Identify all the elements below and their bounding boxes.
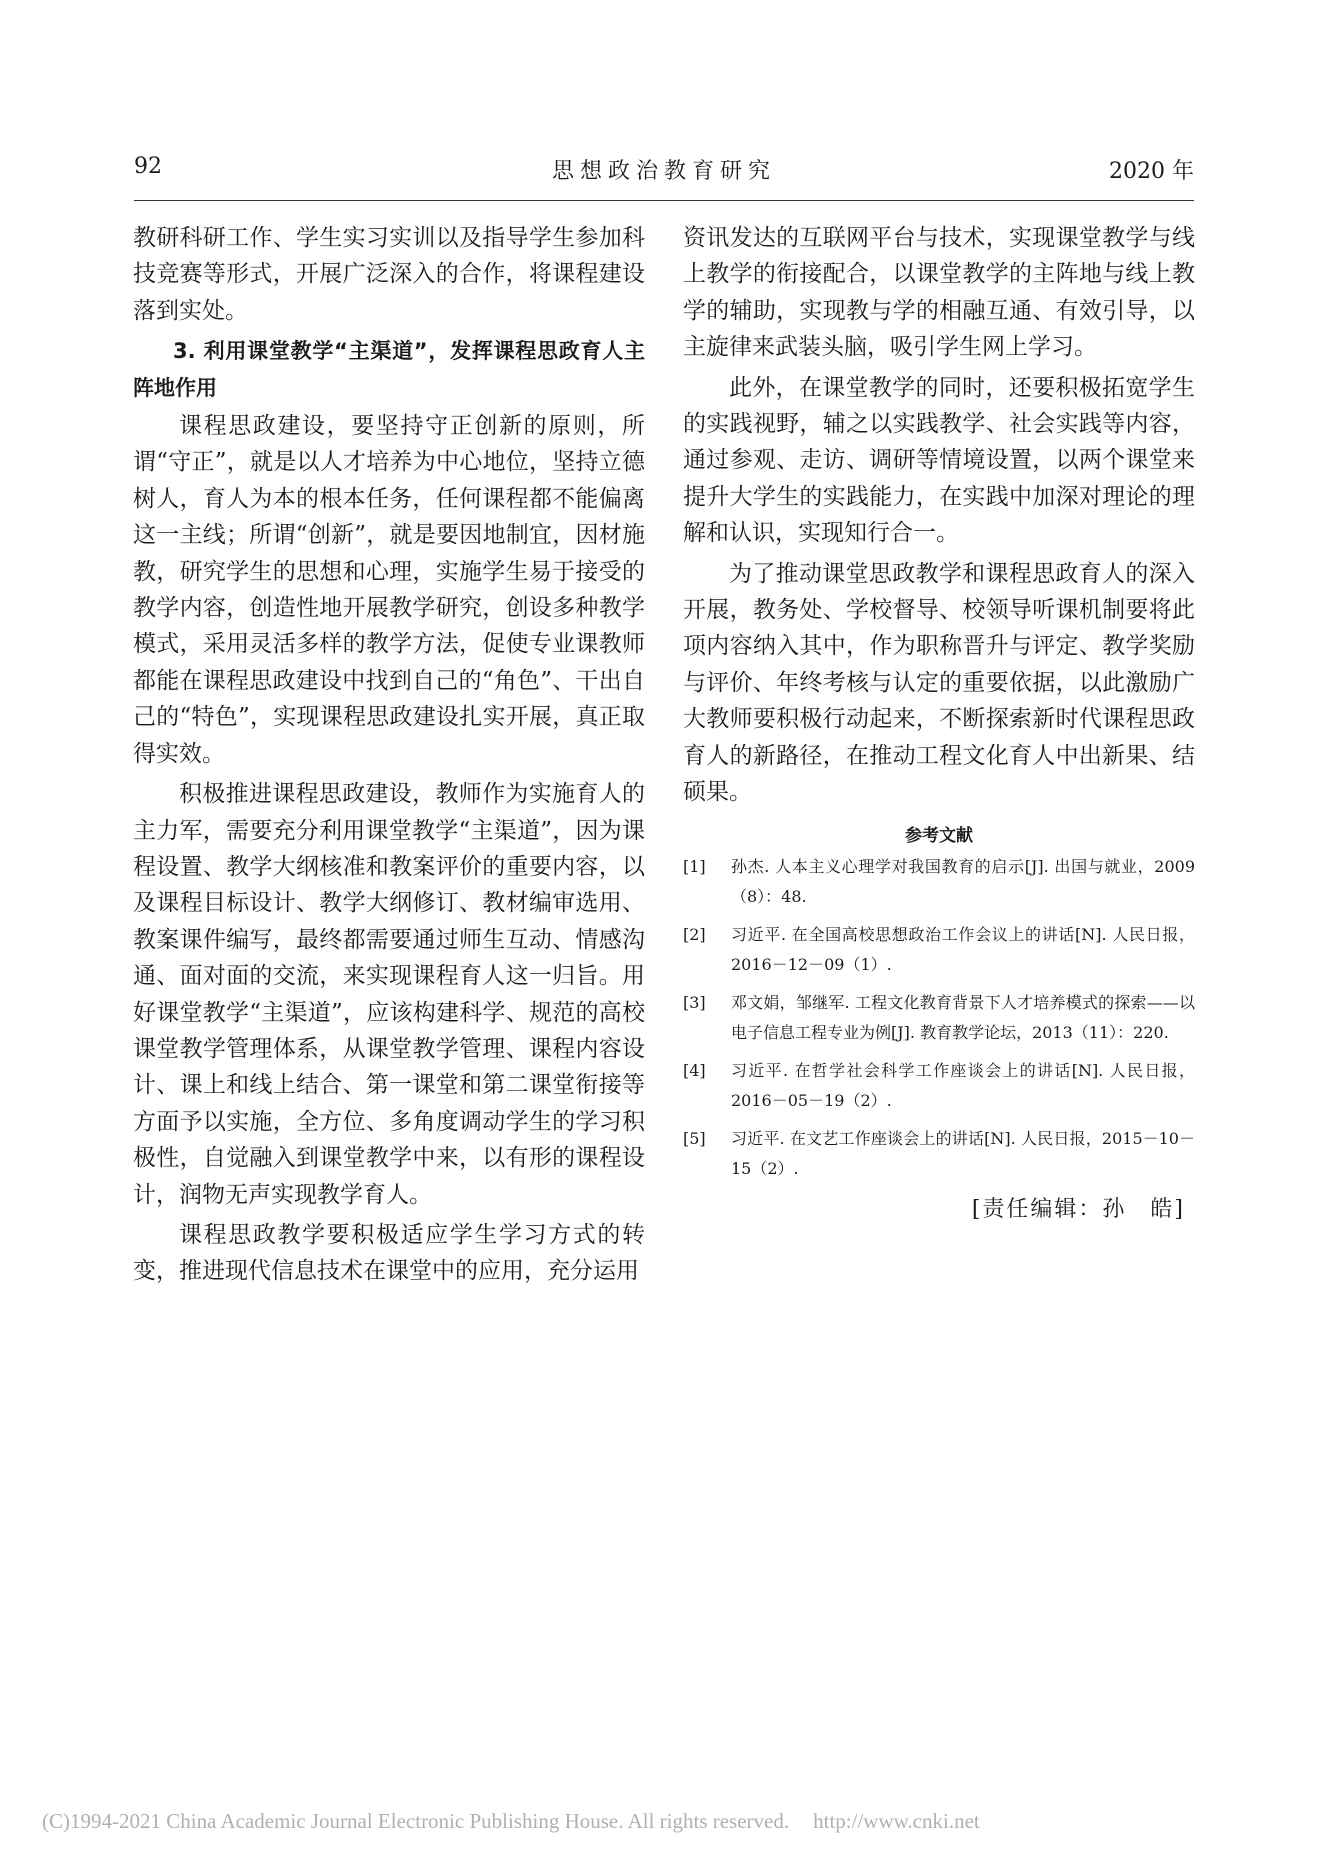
copyright-footer (42, 1809, 980, 1834)
paragraph: 课程思政教学要积极适应学生学习方式的转变，推进现代信息技术在课堂中的应用，充分运用 (133, 1221, 645, 1285)
reference-number: [3] (683, 992, 706, 1012)
reference-item (683, 988, 1195, 1048)
reference-item (683, 852, 1195, 912)
reference-number: [4] (683, 1060, 706, 1080)
reference-text: 习近平. 在文艺工作座谈会上的讲话[N]. 人民日报，2015－10－15（2）. (731, 1128, 1195, 1178)
page-number: 92 (134, 154, 162, 179)
reference-text: 孙杰. 人本主义心理学对我国教育的启示[J]. 出国与就业，2009（8）：48. (731, 856, 1195, 906)
header-rule (134, 200, 1194, 201)
paragraph: 此外，在课堂教学的同时，还要积极拓宽学生的实践视野，辅之以实践教学、社会实践等内容，通过参观、走访、调研等情境设置，以两个课堂来提升大学生的实践能力，在实践中加深对理论的理解和认识，实现知行合一。 (683, 374, 1195, 547)
section-heading: 3. 利用课堂教学“主渠道”，发挥课程思政育人主阵地作用 (133, 339, 645, 400)
reference-number: [2] (683, 924, 706, 944)
paragraph: 积极推进课程思政建设，教师作为实施育人的主力军，需要充分利用课堂教学“主渠道”，因为课程设置、教学大纲核准和教案评价的重要内容，以及课程目标设计、教学大纲修订、教材编审选用、教案课件编写，最终都需要通过师生互动、情感沟通、面对面的交流，来实现课程育人这一归旨。用好课堂教学“主渠道”，应该构建科学、规范的高校课堂教学管理体系，从课堂教学管理、课程内容设计、课上和线上结合、第一课堂和第二课堂衔接等方面予以实施，全方位、多角度调动学生的学习积极性，自觉融入到课堂教学中来，以有形的课程设计，润物无声实现教学育人。 (133, 781, 645, 1208)
reference-text: 习近平. 在哲学社会科学工作座谈会上的讲话[N]. 人民日报，2016－05－19（2）. (731, 1060, 1195, 1110)
reference-text: 习近平. 在全国高校思想政治工作会议上的讲话[N]. 人民日报，2016－12－09（1）. (731, 924, 1195, 974)
reference-item (683, 920, 1195, 980)
journal-title: 思想政治教育研究 (551, 159, 776, 184)
left-column (133, 220, 645, 1290)
footer-link[interactable]: http://www.cnki.net (813, 1809, 980, 1833)
copyright-text: (C)1994-2021 China Academic Journal Electronic Publishing House. All rights reserved. (42, 1809, 790, 1833)
reference-item (683, 1124, 1195, 1184)
reference-number: [5] (683, 1128, 706, 1148)
paragraph: 为了推动课堂思政教学和课程思政育人的深入开展，教务处、学校督导、校领导听课机制要将此项内容纳入其中，作为职称晋升与评定、教学奖励与评价、年终考核与认定的重要依据，以此激励广大教师要积极行动起来，不断探索新时代课程思政育人的新路径，在推动工程文化育人中出新果、结硕果。 (683, 560, 1195, 806)
issue-year: 2020 年 (1109, 159, 1194, 184)
paragraph: 课程思政建设，要坚持守正创新的原则，所谓“守正”，就是以人才培养为中心地位，坚持立德树人，育人为本的根本任务，任何课程都不能偏离这一主线；所谓“创新”，就是要因地制宜，因材施教，研究学生的思想和心理，实施学生易于接受的教学内容，创造性地开展教学研究，创设多种教学模式，采用灵活多样的教学方法，促使专业课教师都能在课程思政建设中找到自己的“角色”、干出自己的“特色”，实现课程思政建设扎实开展，真正取得实效。 (133, 413, 645, 767)
responsible-editor: [责任编辑：孙 皓] (971, 1196, 1185, 1222)
reference-text: 邓文娟，邹继军. 工程文化教育背景下人才培养模式的探索——以电子信息工程专业为例[J]. 教育教学论坛，2013（11）：220. (731, 992, 1195, 1042)
references-heading: 参考文献 (905, 825, 973, 846)
paragraph-continued: 资讯发达的互联网平台与技术，实现课堂教学与线上教学的衔接配合，以课堂教学的主阵地与线上教学的辅助，实现教与学的相融互通、有效引导，以主旋律来武装头脑，吸引学生网上学习。 (683, 225, 1195, 361)
reference-number: [1] (683, 856, 706, 876)
reference-item (683, 1056, 1195, 1116)
paragraph-continued: 教研科研工作、学生实习实训以及指导学生参加科技竞赛等形式，开展广泛深入的合作，将课程建设落到实处。 (133, 225, 645, 324)
running-header (134, 154, 1194, 194)
right-column (683, 220, 1195, 1223)
